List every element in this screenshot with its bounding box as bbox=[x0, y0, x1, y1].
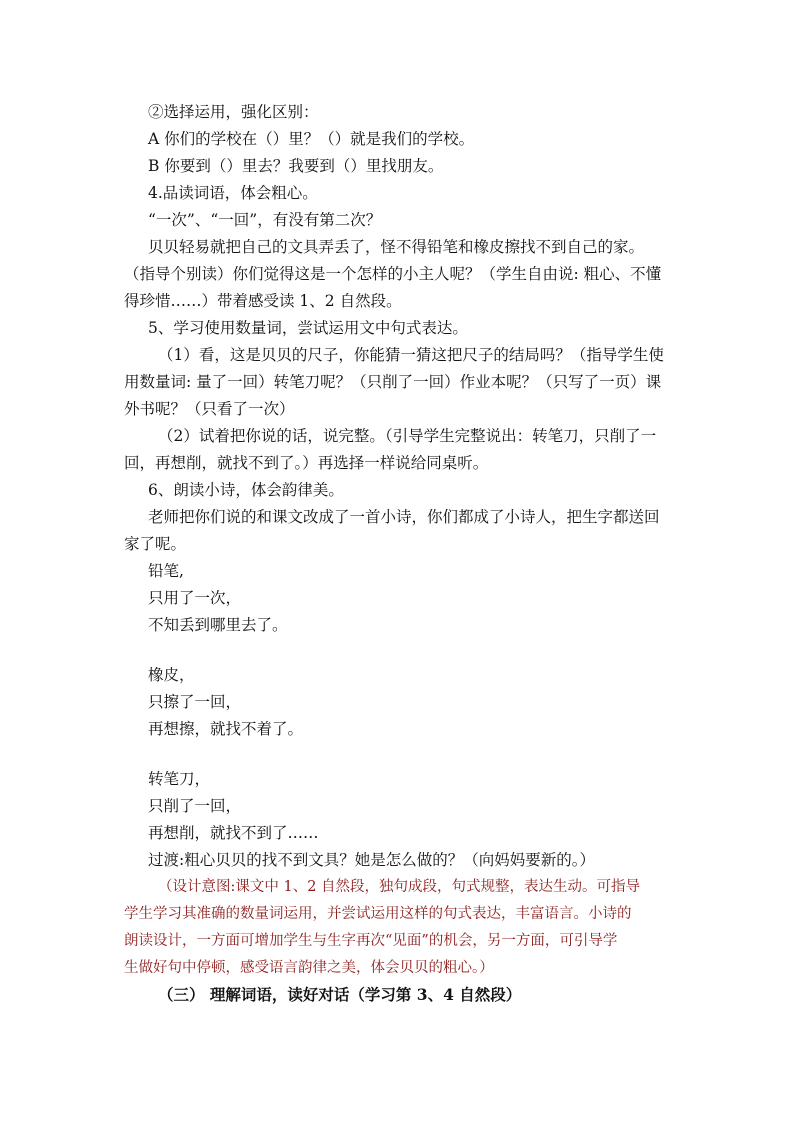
line-paragraph-2a: 老师把你们说的和课文改成了一首小诗，你们都成了小诗人，把生字都送回 bbox=[148, 508, 660, 526]
design-note-line: 朗读设计，一方面可增加学生与生字再次“见面”的机会，另一方面，可引导学 bbox=[124, 933, 618, 949]
line-exercise-a: A 你们的学校在（）里？（）就是我们的学校。 bbox=[148, 130, 475, 148]
line-question: “一次”、“一回”，有没有第二次？ bbox=[148, 211, 382, 229]
line-transition: 过渡:粗心贝贝的找不到文具？她是怎么做的？（向妈妈要新的。） bbox=[148, 851, 595, 869]
poem-line: 只削了一回， bbox=[148, 797, 242, 815]
design-note-line: 生做好句中停顿，感受语言韵律之美，体会贝贝的粗心。） bbox=[124, 960, 494, 976]
section-heading: （三） 理解词语，读好对话（学习第 3、4 自然段） bbox=[158, 985, 522, 1004]
line-paragraph-1a: 贝贝轻易就把自己的文具弄丢了，怪不得铅笔和橡皮擦找不到自己的家。 bbox=[148, 238, 645, 256]
design-note-line: 学生学习其准确的数量词运用，并尝试运用这样的句式表达，丰富语言。小诗的 bbox=[124, 906, 632, 922]
line-step-4: 4.品读词语，体会粗心。 bbox=[148, 184, 318, 202]
line-paragraph-2b: 家了呢。 bbox=[124, 535, 187, 553]
line-item-1a: （1）看，这是贝贝的尺子，你能猜一猜这把尺子的结局吗？（指导学生使 bbox=[158, 346, 664, 364]
line-item-2b: 回，再想削，就找不到了。）再选择一样说给同桌听。 bbox=[124, 454, 489, 472]
line-exercise-b: B 你要到（）里去？我要到（）里找朋友。 bbox=[148, 157, 444, 175]
line-step-6: 6、朗读小诗，体会韵律美。 bbox=[148, 481, 344, 499]
line-item-1b: 用数量词: 量了一回）转笔刀呢？（只削了一回）作业本呢？（只写了一页）课 bbox=[124, 373, 662, 391]
poem-line: 再想擦，就找不着了。 bbox=[148, 720, 304, 738]
poem-line: 再想削，就找不到了…… bbox=[148, 824, 319, 842]
design-note-line: （设计意图:课文中 1、2 自然段，独句成段，句式规整，表达生动。可指导 bbox=[158, 879, 641, 895]
line-select-use: ②选择运用，强化区别： bbox=[148, 103, 319, 121]
poem-line: 橡皮， bbox=[148, 666, 195, 684]
line-paragraph-1c: 得珍惜……）带着感受读 1、2 自然段。 bbox=[124, 292, 402, 310]
line-paragraph-1b: （指导个别读）你们觉得这是一个怎样的小主人呢？（学生自由说: 粗心、不懂 bbox=[124, 265, 662, 283]
line-item-1c: 外书呢？（只看了一次） bbox=[124, 400, 295, 418]
line-item-2a: （2）试着把你说的话，说完整。（引导学生完整说出：转笔刀，只削了一 bbox=[158, 427, 657, 445]
poem-line: 不知丢到哪里去了。 bbox=[148, 616, 288, 634]
poem-line: 只擦了一回， bbox=[148, 693, 242, 711]
poem-line: 转笔刀， bbox=[148, 770, 211, 788]
line-step-5: 5、学习使用数量词，尝试运用文中句式表达。 bbox=[148, 319, 468, 337]
poem-line: 铅笔, bbox=[148, 562, 184, 580]
poem-line: 只用了一次， bbox=[148, 589, 242, 607]
